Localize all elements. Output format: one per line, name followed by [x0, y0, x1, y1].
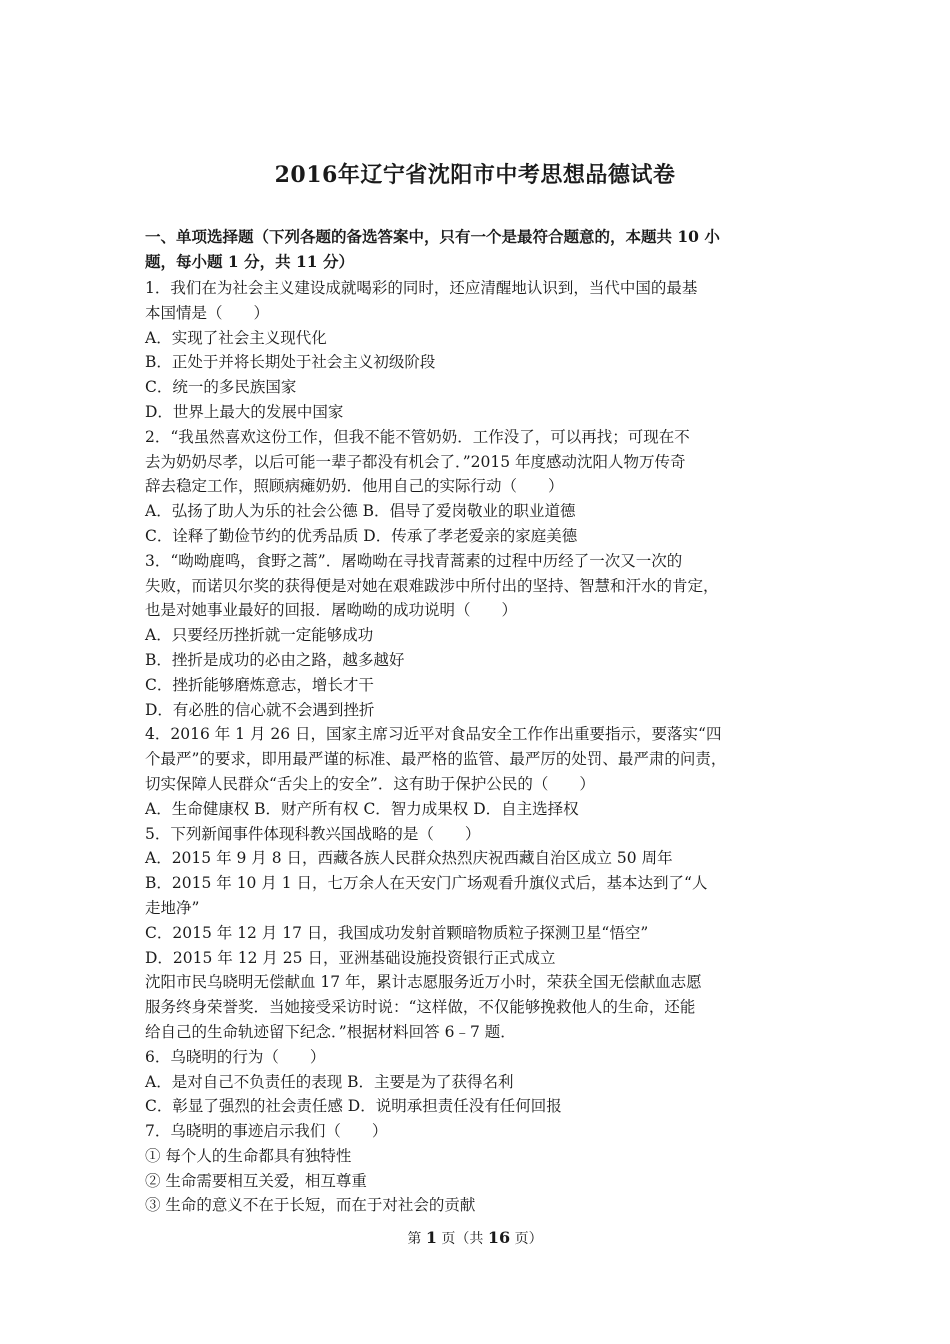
text-line: 去为奶奶尽孝，以后可能一辈子都没有机会了．”2015 年度感动沈阳人物万传奇	[145, 452, 686, 471]
text-line: 也是对她事业最好的回报．屠呦呦的成功说明（ ）	[145, 601, 518, 620]
text-line: C．挫折能够磨炼意志，增长才干	[145, 675, 374, 694]
section-heading-line-2: 题，每小题 1 分，共 11 分）	[145, 252, 354, 271]
section-heading-line-1: 一、单项选择题（下列各题的备选答案中，只有一个是最符合题意的，本题共 10 小	[145, 227, 720, 246]
text-line: 本国情是（ ）	[145, 303, 270, 322]
footer-middle: 页（共	[436, 1231, 488, 1247]
text-line: 2．“我虽然喜欢这份工作，但我不能不管奶奶．工作没了，可以再找；可现在不	[145, 427, 690, 446]
section-heading	[145, 224, 815, 274]
text-line: A．实现了社会主义现代化	[145, 328, 327, 347]
text-line: C．统一的多民族国家	[145, 378, 297, 397]
text-line: 6．乌晓明的行为（ ）	[145, 1047, 326, 1066]
text-line: D．世界上最大的发展中国家	[145, 402, 344, 421]
footer-suffix: 页）	[510, 1231, 543, 1247]
text-line: 7．乌晓明的事迹启示我们（ ）	[145, 1122, 388, 1141]
question-lines	[145, 276, 815, 1218]
footer-total-pages: 16	[487, 1228, 511, 1247]
text-line: 1．我们在为社会主义建设成就喝彩的同时，还应清醒地认识到，当代中国的最基	[145, 279, 698, 297]
text-line: 4．2016 年 1 月 26 日，国家主席习近平对食品安全工作作出重要指示，要落实“四	[145, 725, 722, 744]
text-line: C．诠释了勤俭节约的优秀品质 D．传承了孝老爱亲的家庭美德	[145, 526, 578, 545]
text-line: A．弘扬了助人为乐的社会公德 B．倡导了爱岗敬业的职业道德	[145, 502, 576, 521]
exam-content	[145, 224, 815, 1218]
footer-prefix: 第	[407, 1231, 426, 1247]
text-line: D．有必胜的信心就不会遇到挫折	[145, 700, 375, 719]
text-line: 走地净”	[145, 898, 200, 917]
text-line: 5．下列新闻事件体现科教兴国战略的是（ ）	[145, 824, 481, 843]
text-line: ① 每个人的生命都具有独特性	[145, 1146, 352, 1165]
text-line: A．生命健康权 B．财产所有权 C．智力成果权 D．自主选择权	[145, 799, 579, 818]
text-line: 切实保障人民群众“舌尖上的安全”．这有助于保护公民的（ ）	[145, 774, 595, 793]
text-line: 个最严”的要求，即用最严谨的标准、最严格的监管、最严厉的处罚、最严肃的问责，	[145, 750, 727, 769]
text-line: A．是对自己不负责任的表现 B．主要是为了获得名利	[145, 1072, 514, 1091]
page-title: 2016年辽宁省沈阳市中考思想品德试卷	[274, 162, 676, 188]
text-line: 3．“呦呦鹿鸣，食野之蒿”．屠呦呦在寻找青蒿素的过程中历经了一次又一次的	[145, 551, 683, 570]
text-line: 给自己的生命轨迹留下纪念．”根据材料回答 6﹣7 题．	[145, 1022, 516, 1041]
text-line: 沈阳市民乌晓明无偿献血 17 年，累计志愿服务近万小时，荣获全国无偿献血志愿	[145, 973, 702, 992]
text-line: D．2015 年 12 月 25 日，亚洲基础设施投资银行正式成立	[145, 948, 556, 967]
text-line: A．只要经历挫折就一定能够成功	[145, 626, 374, 645]
text-line: 辞去稳定工作，照顾病瘫奶奶．他用自己的实际行动（ ）	[145, 477, 564, 496]
text-line: C．2015 年 12 月 17 日，我国成功发射首颗暗物质粒子探测卫星“悟空”	[145, 923, 649, 942]
text-line: ② 生命需要相互关爱，相互尊重	[145, 1171, 367, 1190]
text-line: 失败，而诺贝尔奖的获得便是对她在艰难跋涉中所付出的坚持、智慧和汗水的肯定，	[145, 576, 719, 595]
text-line: C．彰显了强烈的社会责任感 D．说明承担责任没有任何回报	[145, 1097, 562, 1116]
page-footer	[0, 1228, 950, 1248]
footer-page-number: 1	[425, 1228, 437, 1247]
text-line: A．2015 年 9 月 8 日，西藏各族人民群众热烈庆祝西藏自治区成立 50 周年	[145, 849, 673, 868]
text-line: B．正处于并将长期处于社会主义初级阶段	[145, 353, 436, 372]
text-line: 服务终身荣誉奖．当她接受采访时说：“这样做，不仅能够挽救他人的生命，还能	[145, 998, 696, 1017]
text-line: B．2015 年 10 月 1 日，七万余人在天安门广场观看升旗仪式后，基本达到了“人	[145, 874, 708, 893]
text-line: ③ 生命的意义不在于长短，而在于对社会的贡献	[145, 1196, 476, 1215]
text-line: B．挫折是成功的必由之路，越多越好	[145, 650, 405, 669]
